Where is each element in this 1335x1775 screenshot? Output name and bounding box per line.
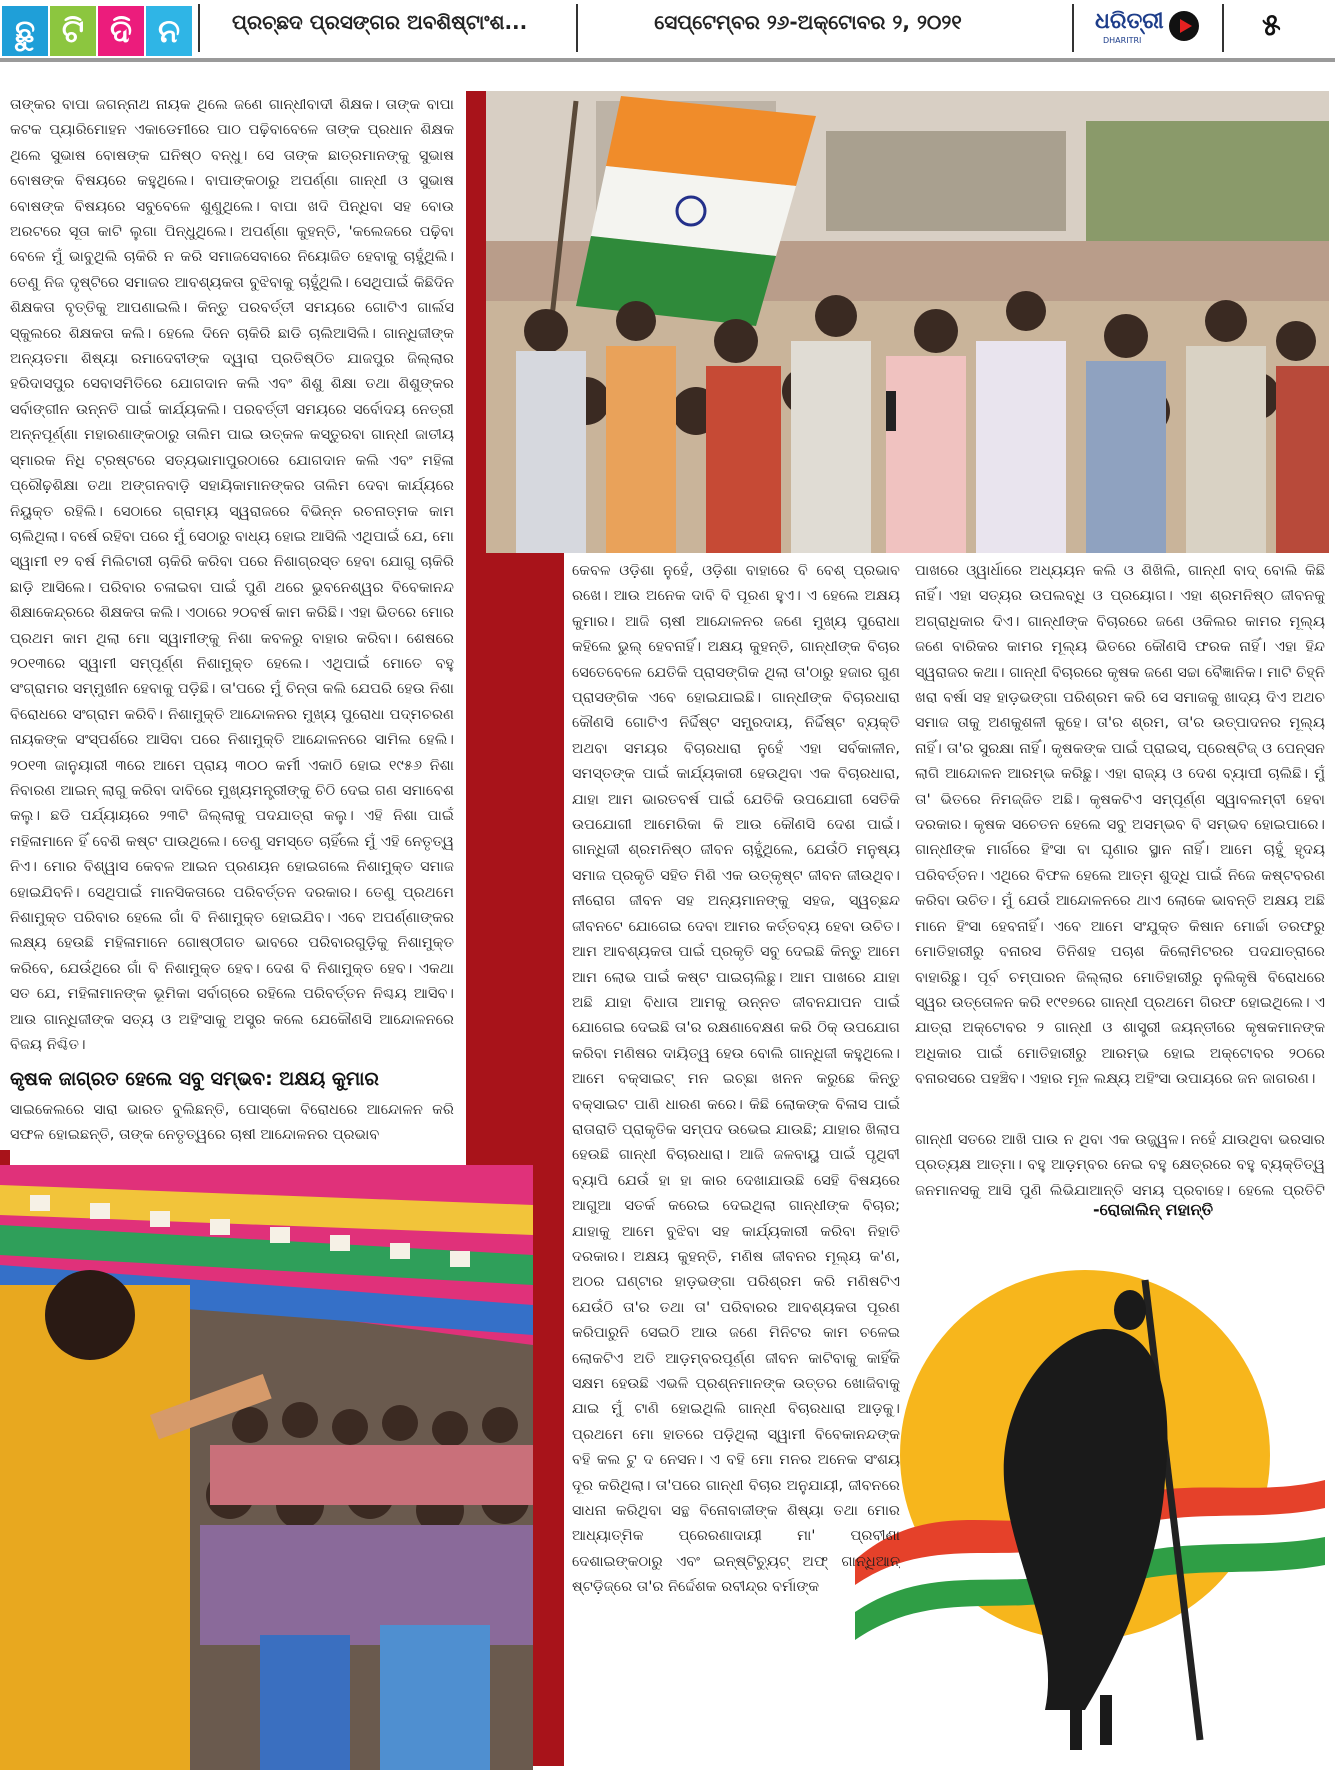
article-paragraph: ତାଙ୍କର ବାପା ଜଗନ୍ନାଥ ନାୟକ ଥିଲେ ଜଣେ ଗାନ୍ଧୀବାଦୀ ଶିକ୍ଷକ। ତାଙ୍କ ବାପା କଟକ ପ୍ୟାରିମୋହନ ଏକାଡେମୀରେ ପାଠ ପଢ଼ିବାବେଳେ ତାଙ୍କ ପ୍ରଧାନ ଶିକ୍ଷକ ଥିଲେ ସୁଭାଷ ବୋଷଙ୍କ ଘନିଷ୍ଠ ବନ୍ଧୁ। ସେ ତାଙ୍କ ଛାତ୍ରମାନଙ୍କୁ ସୁଭାଷ ବୋଷଙ୍କ ବିଷୟରେ କହୁଥିଲେ। ବାପାଙ୍କଠାରୁ ଅପର୍ଣ୍ଣା ଗାନ୍ଧୀ ଓ ସୁଭାଷ ବୋଷଙ୍କ ବିଷୟରେ ସବୁବେଳେ ଶୁଣୁଥିଲେ। ବାପା ଖଦି ପିନ୍ଧିବା ସହ ବୋଉ ଅରଟରେ ସୂତା କାଟି ଲୁଗା ପିନ୍ଧୁଥିଲେ। ଅପର୍ଣ୍ଣା କୁହନ୍ତି, 'କଲେଜରେ ପଢ଼ିବା ବେଳେ ମୁଁ ଭାବୁଥିଲି ଚାକିରି ନ କରି ସମାଜସେବାରେ ନିୟୋଜିତ ହେବାକୁ ଚାହୁଁଥିଲି। ତେଣୁ ନିଜ ଦୃଷ୍ଟିରେ ସମାଜର ଆବଶ୍ୟକତା ବୁଝିବାକୁ ଚାହୁଁଥିଲି। ସେଥିପାଇଁ କିଛିଦିନ ଶିକ୍ଷକତା ବୃତ୍ତିକୁ ଆପଣାଇଲି। କିନ୍ତୁ ପରବର୍ତ୍ତୀ ସମୟରେ ଗୋଟିଏ ଗାର୍ଲସ ସ୍କୁଲରେ ଶିକ୍ଷକତା କଲି। ହେଲେ ଦିନେ ଚାକିରି ଛାଡି ଚାଲିଆସିଲି। ଗାନ୍ଧିଜୀଙ୍କ ଅନ୍ୟତମା ଶିଷ୍ୟା ରମାଦେବୀଙ୍କ ଦ୍ୱାରା ପ୍ରତିଷ୍ଠିତ ଯାଜପୁର ଜିଲ୍ଲାର ହରିଦାସପୁର ସେବାସମିତିରେ ଯୋଗଦାନ କଲି ଏବଂ ଶିଶୁ ଶିକ୍ଷା ତଥା ଶିଶୁଙ୍କର ସର୍ବାଙ୍ଗୀନ ଉନ୍ନତି ପାଇଁ କାର୍ଯ୍ୟକଲି। ପରବର୍ତ୍ତୀ ସମୟରେ ସର୍ବୋଦୟ ନେତ୍ରୀ ଅନ୍ନପୂର୍ଣ୍ଣା ମହାରଣାଙ୍କଠାରୁ ତାଲିମ ପାଇ ଉତ୍କଳ କସ୍ତୁରବା ଗାନ୍ଧୀ ଜାତୀୟ ସ୍ମାରକ ନିଧି ଟ୍ରଷ୍ଟରେ ସତ୍ୟଭାମାପୁରଠାରେ ଯୋଗଦାନ କଲି ଏବଂ ମହିଳା ପ୍ରୌଢ଼ଶିକ୍ଷା ତଥା ଅଙ୍ଗନବାଡ଼ି ସହାୟିକାମାନଙ୍କର ତାଲିମ ଦେବା କାର୍ଯ୍ୟରେ ନିୟୁକ୍ତ ରହିଲି। ସେଠାରେ ଗ୍ରାମ୍ୟ ସ୍ୱରାଜରେ ବିଭିନ୍ନ ରଚନାତ୍ମକ କାମ ଚାଲିଥିଲା। ବର୍ଷେ ରହିବା ପରେ ମୁଁ ସେଠାରୁ ବାଧ୍ୟ ହୋଇ ଆସିଲି ଏଥିପାଇଁ ଯେ, ମୋ ସ୍ୱାମୀ ୧୨ ବର୍ଷ ମିଲିଟାରୀ ଚାକିରି କରିବା ପରେ ନିଶାଗ୍ରସ୍ତ ହେବା ଯୋଗୁ ଚାକିରି ଛାଡ଼ି ଆସିଲେ। ପରିବାର ଚଳାଇବା ପାଇଁ ପୁଣି ଥରେ ଭୁବନେଶ୍ୱର ବିବେକାନନ୍ଦ ଶିକ୍ଷାକେନ୍ଦ୍ରରେ ଶିକ୍ଷକତା କଲି। ଏଠାରେ ୨୦ବର୍ଷ କାମ କରିଛି। ଏହା ଭିତରେ ମୋର ପ୍ରଥମ କାମ ଥିଲା ମୋ ସ୍ୱାମୀଙ୍କୁ ନିଶା କବଳରୁ ବାହାର କରିବା। ଶେଷରେ ୨୦୧୩ରେ ସ୍ୱାମୀ ସମ୍ପୂର୍ଣ୍ଣ ନିଶାମୁକ୍ତ ହେଲେ। ଏଥିପାଇଁ ମୋତେ ବହୁ ସଂଗ୍ରାମର ସମ୍ମୁଖୀନ ହେବାକୁ ପଡ଼ିଛି। ତା'ପରେ ମୁଁ ଚିନ୍ତା କଲି ଯେପରି ହେଉ ନିଶା ବିରୋଧରେ ସଂଗ୍ରାମ କରିବି। ନିଶାମୁକ୍ତି ଆନ୍ଦୋଳନର ମୁଖ୍ୟ ପୁରୋଧା ପଦ୍ମଚରଣ ନାୟକଙ୍କ ସଂସ୍ପର୍ଶରେ ଆସିବା ପରେ ନିଶାମୁକ୍ତି ଆନ୍ଦୋଳନରେ ସାମିଲ ହେଲି। ୨୦୧୩ ଜାନୁୟାରୀ ୩ରେ ଆମେ ପ୍ରାୟ ୩୦୦ କର୍ମୀ ଏକାଠି ହୋଇ ୧୯୫୬ ନିଶା ନିବାରଣ ଆଇନ୍ ଲାଗୁ କରିବା ଦାବିରେ ମୁଖ୍ୟମନ୍ତ୍ରୀଙ୍କୁ ଚିଠି ଦେଇ ଗଣ ସମାବେଶ କଲୁ। ଛଡି ପର୍ଯ୍ୟାୟରେ ୨୩ଟି ଜିଲ୍ଲାକୁ ପଦଯାତ୍ରା କଲୁ। ଏହି ନିଶା ପାଇଁ ମହିଳାମାନେ ହିଁ ବେଶି କଷ୍ଟ ପାଉଥିଲେ। ତେଣୁ ସମସ୍ତେ ଚାହିଁଲେ ମୁଁ ଏହି ନେତୃତ୍ୱ ନିଏ। ମୋର ବିଶ୍ୱାସ କେବଳ ଆଇନ ପ୍ରଣୟନ ହୋଇଗଲେ ନିଶାମୁକ୍ତ ସମାଜ ହୋଇଯିବନି। ସେଥିପାଇଁ ମାନସିକତାରେ ପରିବର୍ତ୍ତନ ଦରକାର। ତେଣୁ ପ୍ରଥମେ ନିଶାମୁକ୍ତ ପରିବାର ହେଲେ ଗାଁ ବି ନିଶାମୁକ୍ତ ହୋଇଯିବ। ଏବେ ଅପର୍ଣ୍ଣାଙ୍କର ଲକ୍ଷ୍ୟ ହେଉଛି ମହିଳାମାନେ ଗୋଷ୍ଠୀଗତ ଭାବରେ ପରିବାରଗୁଡ଼ିକୁ ନିଶାମୁକ୍ତ କରିବେ, ଯେଉଁଥିରେ ଗାଁ ବି ନିଶାମୁକ୍ତ ହେବ। ଦେଶ ବି ନିଶାମୁକ୍ତ ହେବ। ଏକଥା ସତ ଯେ, ମହିଳାମାନଙ୍କ ଭୂମିକା ସର୍ବାଗ୍ରେ ରହିଲେ ପରିବର୍ତ୍ତନ ନିଶ୍ଚୟ ଆସିବ। ଆଉ ଗାନ୍ଧିଜୀଙ୍କ ସତ୍ୟ ଓ ଅହିଂସାକୁ ଅସ୍ତ୍ର କଲେ ଯେକୌଣସି ଆନ୍ଦୋଳନରେ ବିଜୟ ନିଶ୍ଚିତ। xyxy=(10,96,454,1054)
logo-char-4: ନ xyxy=(146,6,192,56)
article-column-1 xyxy=(10,92,454,1062)
logo-char-1: ଛୁ xyxy=(2,6,48,56)
brand-logo: ଧରିତ୍ରୀ xyxy=(1095,8,1164,34)
issue-date: ସେପ୍ଟେମ୍ବର ୨୬-ଅକ୍ଟୋବର ୨, ୨୦୨୧ xyxy=(654,10,962,34)
rally-photo xyxy=(486,91,1329,553)
play-icon xyxy=(1168,10,1200,42)
author-byline: -ରୋଜାଲିନ୍ ମହାନ୍ତି xyxy=(1093,1200,1213,1219)
header-rule xyxy=(0,58,1335,62)
header-divider xyxy=(1072,4,1074,52)
header-divider xyxy=(1222,4,1224,52)
article-paragraph: କେବଳ ଓଡ଼ିଶା ନୁହେଁ, ଓଡ଼ିଶା ବାହାରେ ବି ବେଶ୍ ପ୍ରଭାବ ରଖେ। ଆଉ ଅନେକ ଦାବି ବି ପୂରଣ ହୁଏ। ଏ ହେଲେ ଅକ୍ଷୟ କୁମାର। ଆଜି ଚାଷୀ ଆନ୍ଦୋଳନର ଜଣେ ମୁଖ୍ୟ ପୁରୋଧା କହିଲେ ଭୁଲ୍ ହେବନାହିଁ। ଅକ୍ଷୟ କୁହନ୍ତି, ଗାନ୍ଧୀଙ୍କ ବିଚାର ସେତେବେଳେ ଯେତିକି ପ୍ରାସଙ୍ଗିକ ଥିଲା ତା'ଠାରୁ ହଜାର ଗୁଣ ପ୍ରାସଙ୍ଗିକ ଏବେ ହୋଇଯାଇଛି। ଗାନ୍ଧୀଙ୍କ ବିଚାରଧାରା କୌଣସି ଗୋଟିଏ ନିର୍ଦ୍ଦିଷ୍ଟ ସମ୍ପ୍ରଦାୟ, ନିର୍ଦ୍ଦିଷ୍ଟ ବ୍ୟକ୍ତି ଅଥବା ସମୟର ବିଚାରଧାରା ନୁହେଁ ଏହା ସର୍ବକାଳୀନ, ସମସ୍ତଙ୍କ ପାଇଁ କାର୍ଯ୍ୟକାରୀ ହେଉଥିବା ଏକ ବିଚାରଧାରା, ଯାହା ଆମ ଭାରତବର୍ଷ ପାଇଁ ଯେତିକି ଉପଯୋଗୀ ସେତିକି ଉପଯୋଗୀ ଆମେରିକା କି ଆଉ କୌଣସି ଦେଶ ପାଇଁ। ଗାନ୍ଧିଜୀ ଶ୍ରମନିଷ୍ଠ ଜୀବନ ଚାହୁଁଥିଲେ, ଯେଉଁଠି ମନୁଷ୍ୟ ସମାଜ ପ୍ରକୃତି ସହିତ ମିଶି ଏକ ଉତ୍କୃଷ୍ଟ ଜୀବନ ଜୀଉଥିବ। ନୀରୋଗ ଜୀବନ ସହ ଅନ୍ୟମାନଙ୍କୁ ସହଜ, ସ୍ୱଚ୍ଛନ୍ଦ ଜୀବନଟେ ଯୋଗେଇ ଦେବା ଆମର କର୍ତ୍ତବ୍ୟ ହେବା ଉଚିତ। ଆମ ଆବଶ୍ୟକତା ପାଇଁ ପ୍ରକୃତି ସବୁ ଦେଇଛି କିନ୍ତୁ ଆମେ ଆମ ଲୋଭ ପାଇଁ କଷ୍ଟ ପାଇଚାଲିଛୁ। ଆମ ପାଖରେ ଯାହା ଅଛି ଯାହା ବିଧାତା ଆମକୁ ଉନ୍ନତ ଜୀବନଯାପନ ପାଇଁ ଯୋଗେଇ ଦେଇଛି ତା'ର ରକ୍ଷଣାବେକ୍ଷଣ କରି ଠିକ୍ ଉପଯୋଗ କରିବା ମଣିଷର ଦାୟିତ୍ୱ ହେଉ ବୋଲି ଗାନ୍ଧିଜୀ କହୁଥିଲେ। ଆମେ ବକ୍ସାଇଟ୍ ମନ ଇଚ୍ଛା ଖନନ କରୁଛେ କିନ୍ତୁ ବକ୍ସାଇଟ ପାଣି ଧାରଣ କରେ। କିଛି ଲୋକଙ୍କ ବିଳାସ ପାଇଁ ରାତାରାତି ପ୍ରାକୃତିକ ସମ୍ପଦ ଉଭେଇ ଯାଉଛି; ଯାହାର ଖିଲାପ ହେଉଛି ଗାନ୍ଧୀ ବିଚାରଧାରା। ଆଜି ଜଳବାୟୁ ପାଇଁ ପୃଥିବୀ ବ୍ୟାପି ଯେଉଁ ହା ହା କାର ଦେଖାଯାଉଛି ସେହି ବିଷୟରେ ଆଗୁଆ ସତର୍କ କରେଇ ଦେଇଥିଲା ଗାନ୍ଧୀଙ୍କ ବିଚାର; ଯାହାକୁ ଆମେ ବୁଝିବା ସହ କାର୍ଯ୍ୟକାରୀ କରିବା ନିହାତି ଦରକାର। ଅକ୍ଷୟ କୁହନ୍ତି, ମଣିଷ ଜୀବନର ମୂଲ୍ୟ କ'ଣ, ଅଠର ଘଣ୍ଟାର ହାଡ଼ଭଙ୍ଗା ପରିଶ୍ରମ କରି ମଣିଷଟିଏ ଯେଉଁଠି ତା'ର ତଥା ତା' ପରିବାରର ଆବଶ୍ୟକତା ପୂରଣ କରିପାରୁନି ସେଇଠି ଆଉ ଜଣେ ମିନିଟର କାମ ଚଳେଇ ଲୋକଟିଏ ଅତି ଆଡ଼ମ୍ବରପୂର୍ଣ୍ଣ ଜୀବନ କାଟିବାକୁ କାହିଁକି ସକ୍ଷମ ହେଉଛି ଏଭଳି ପ୍ରଶ୍ନମାନଙ୍କ ଉତ୍ତର ଖୋଜିବାକୁ ଯାଇ ମୁଁ ଟାଣି ହୋଇଥିଲି ଗାନ୍ଧୀ ବିଚାରଧାରା ଆଡ଼କୁ। ପ୍ରଥମେ ମୋ ହାତରେ ପଡ଼ିଥିଲା ସ୍ୱାମୀ ବିବେକାନନ୍ଦଙ୍କ ବହି କଲ ଟୁ ଦ ନେସନ। ଏ ବହି ମୋ ମନର ଅନେକ ସଂଶୟ ଦୂର କରିଥିଲା। ତା'ପରେ ଗାନ୍ଧୀ ବିଚାର ଅନୁଯାୟୀ, ଜୀବନରେ ସାଧନା କରିଥିବା ସନ୍ଥ ବିନୋବାଜୀଙ୍କ ଶିଷ୍ୟା ତଥା ମୋର ଆଧ୍ୟାତ୍ମିକ ପ୍ରେରଣାଦାୟୀ ମା' ପ୍ରବୀଣା ଦେଶାଇଙ୍କଠାରୁ ଏବଂ ଇନ୍‌ଷ୍ଟିଚ୍ୟୁଟ୍ ଅଫ୍ ଗାନ୍ଧିଆନ୍ ଷ୍ଟଡ଼ିଜ୍‌ରେ ତା'ର ନିର୍ଦ୍ଦେଶକ ରବୀନ୍ଦ୍ର ବର୍ମାଙ୍କ xyxy=(572,562,900,1596)
article-paragraph: ସାଇକେଲରେ ସାରା ଭାରତ ବୁଲିଛନ୍ତି, ପୋସ୍କୋ ବିରୋଧରେ ଆନ୍ଦୋଳନ କରି ସଫଳ ହୋଇଛନ୍ତି, ତାଙ୍କ ନେତୃତ୍ୱରେ ଚାଷୀ ଆନ୍ଦୋଳନର ପ୍ରଭାବ xyxy=(10,1101,454,1144)
workshop-photo xyxy=(0,1165,533,1770)
red-accent-bar xyxy=(466,91,486,564)
header-divider xyxy=(576,4,578,52)
article-column-2 xyxy=(572,558,900,1763)
article-column-1-continued xyxy=(10,1097,454,1149)
logo-char-3: ଦି xyxy=(98,6,144,56)
logo-char-2: ଟି xyxy=(50,6,96,56)
rally-photo-art xyxy=(486,91,1329,553)
gandhi-illustration xyxy=(845,1240,1335,1770)
gandhi-illustration-art xyxy=(845,1240,1335,1770)
article-paragraph: ଗାନ୍ଧୀ ସତରେ ଆଖି ପାଉ ନ ଥିବା ଏକ ଉଜ୍ଜ୍ୱଳ। ନହେଁ ଯାଉଥିବା ଭରସାର ପ୍ରତ୍ୟକ୍ଷ ଆତ୍ମା। ବହୁ ଆଡ଼ମ୍ବର ନେଇ ବହୁ କ୍ଷେତ୍ରରେ ବହୁ ବ୍ୟକ୍ତିତ୍ୱ ଜନମାନସକୁ ଆସି ପୁଣି ଲିଭିଯାଆନ୍ତି ସମୟ ପ୍ରବାହେ। ହେଲେ ପ୍ରତିଟି xyxy=(915,1131,1325,1199)
page-header xyxy=(0,0,1335,60)
subheading: କୃଷକ ଜାଗ୍ରତ ହେଲେ ସବୁ ସମ୍ଭବ: ଅକ୍ଷୟ କୁମାର xyxy=(10,1068,379,1090)
section-label: ପ୍ରଚ୍ଛଦ ପ୍ରସଙ୍ଗର ଅବଶିଷ୍ଟାଂଶ... xyxy=(232,10,528,34)
workshop-photo-art xyxy=(0,1165,533,1770)
article-column-3 xyxy=(915,558,1325,1138)
article-paragraph: ପାଖରେ ଓ୍ୱାର୍ଧାରେ ଅଧ୍ୟୟନ କଲି ଓ ଶିଖିଲି, ଗାନ୍ଧୀ ବାଦ୍ ବୋଲି କିଛି ନାହିଁ। ଏହା ସତ୍ୟର ଉପଲବ୍ଧି ଓ ପ୍ରୟୋଗ। ଏହା ଶ୍ରମନିଷ୍ଠ ଜୀବନକୁ ଅଗ୍ରାଧିକାର ଦିଏ। ଗାନ୍ଧୀଙ୍କ ବିଚାରରେ ଜଣେ ଓକିଲର କାମର ମୂଲ୍ୟ ଜଣେ ବାରିକର କାମର ମୂଲ୍ୟ ଭିତରେ କୌଣସି ଫରକ ନାହିଁ। ଏହା ହିନ୍ଦ ସ୍ୱରାଜର କଥା। ଗାନ୍ଧୀ ବିଚାରରେ କୃଷକ ଜଣେ ସଚ୍ଚା ବୈଜ୍ଞାନିକ। ମାଟି ଚିହ୍ନି ଖରା ବର୍ଷା ସହ ହାଡ଼ଭଙ୍ଗା ପରିଶ୍ରମ କରି ସେ ସମାଜକୁ ଖାଦ୍ୟ ଦିଏ ଅଥଚ ସମାଜ ତାକୁ ଅଣକୁଶଳୀ କୁହେ। ତା'ର ଶ୍ରମ, ତା'ର ଉତ୍ପାଦନର ମୂଲ୍ୟ ନାହିଁ। ତା'ର ସୁରକ୍ଷା ନାହିଁ। କୃଷକଙ୍କ ପାଇଁ ପ୍ରାଇସ୍, ପ୍ରେଷ୍ଟିଜ୍ ଓ ପେନ୍‌ସନ ଲାଗି ଆନ୍ଦୋଳନ ଆରମ୍ଭ କରିଛୁ। ଏହା ରାଜ୍ୟ ଓ ଦେଶ ବ୍ୟାପୀ ଚାଲିଛି। ମୁଁ ତା' ଭିତରେ ନିମଜ୍ଜିତ ଅଛି। କୃଷକଟିଏ ସମ୍ପୂର୍ଣ୍ଣ ସ୍ୱାବଲମ୍ବୀ ହେବା ଦରକାର। କୃଷକ ସଚେତନ ହେଲେ ସବୁ ଅସମ୍ଭବ ବି ସମ୍ଭବ ହୋଇପାରେ। ଗାନ୍ଧୀଙ୍କ ମାର୍ଗରେ ହିଂସା ବା ଘୃଣାର ସ୍ଥାନ ନାହିଁ। ଆମେ ଚାହୁଁ ହୃଦୟ ପରିବର୍ତ୍ତନ। ଏଥିରେ ବିଫଳ ହେଲେ ଆତ୍ମ ଶୁଦ୍ଧି ପାଇଁ ନିଜେ କଷ୍ଟବରଣ କରିବା ଉଚିତ। ମୁଁ ଯେଉଁ ଆନ୍ଦୋଳନରେ ଥାଏ ଲୋକେ ଭାବନ୍ତି ଅକ୍ଷୟ ଅଛି ମାନେ ହିଂସା ହେବନାହିଁ। ଏବେ ଆମେ ସଂଯୁକ୍ତ କିଷାନ ମୋର୍ଚ୍ଚା ତରଫରୁ ମୋତିହାରୀରୁ ବନାରସ ତିନିଶହ ପଚାଶ କିଲୋମିଟରର ପଦଯାତ୍ରାରେ ବାହାରିଛୁ। ପୂର୍ବ ଚମ୍ପାରନ ଜିଲ୍ଲାର ମୋତିହାରୀରୁ ନୁଲିକୃଷି ବିରୋଧରେ ସ୍ୱର ଉତ୍ତୋଳନ କରି ୧୯୧୭ରେ ଗାନ୍ଧୀ ପ୍ରଥମେ ଗିରଫ ହୋଇଥିଲେ। ଏ ଯାତ୍ରା ଅକ୍ଟୋବର ୨ ଗାନ୍ଧୀ ଓ ଶାସ୍ତ୍ରୀ ଜୟନ୍ତୀରେ କୃଷକମାନଙ୍କ ଅଧିକାର ପାଇଁ ମୋତିହାରୀରୁ ଆରମ୍ଭ ହୋଇ ଅକ୍ଟୋବର ୨୦ରେ ବନାରସରେ ପହଞ୍ଚିବ। ଏହାର ମୂଳ ଲକ୍ଷ୍ୟ ଅହିଂସା ଉପାୟରେ ଜନ ଜାଗରଣ। xyxy=(915,562,1325,1088)
header-divider xyxy=(198,4,200,52)
brand-subtitle: DHARITRI xyxy=(1103,36,1142,45)
page-number: ୫ xyxy=(1262,8,1281,43)
article-column-3-continued xyxy=(915,1127,1325,1202)
